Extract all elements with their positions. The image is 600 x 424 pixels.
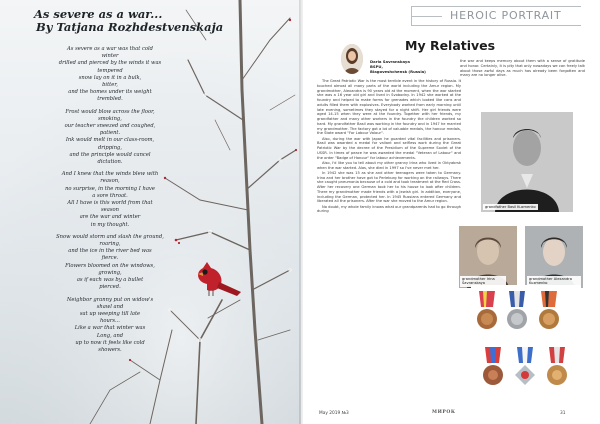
article-page: [303, 0, 600, 424]
article-paragraph: No doubt, my whole family knows what our grandparents had to go through during: [317, 204, 461, 214]
poem-line: shawl and: [96, 303, 124, 310]
footer-issue: May 2019 №3: [319, 411, 349, 416]
poem-line: showers.: [98, 346, 122, 353]
poem-line: reason,: [100, 178, 120, 185]
poem-line: in my thought.: [90, 221, 130, 228]
poem-line: tempered: [97, 67, 123, 74]
article-paragraph: The Great Patriotic War is the most terrible event in the history of Russia. It touched almost all many parts of the world including the Amur region. My grandmother, Alexandra is 90 years old at the moment, when the war started she was a 16 year old girl and lived in Svobodny. In 1942 she worked at the foundry and helped to make forms for grenades which looked like cans and adults filled them with explosives. Everybody worked from early morning until late evening, sometimes they stayed for a night shift. Her girl friends were aged 14-15 when they were at the foundry. Together with her friends, my grandfather and many other workers in the foundry the children worked so hard. My grandfather Basil was working in the foundry and in 1947 he married my grandmother. The factory got a lot of valuable medals, the honour medals, the State award "For Labour Valour".: [317, 79, 461, 136]
article-title: My Relatives: [405, 38, 496, 53]
caption-grandmother-alexandra: grandmother Alexandra Kuzmenko: [527, 276, 581, 287]
medals-photo: [471, 285, 581, 403]
poem-line: winter: [101, 53, 119, 60]
poem-author: By Tatjana Rozhdestvenskaja: [36, 20, 224, 34]
poem-line: and the principle would cancel: [69, 151, 151, 158]
author-name: Daria Savranskaya: [370, 59, 410, 64]
poem-line: and the ice in the river bed was: [68, 248, 152, 255]
poem-line: snow lay on it in a bulk,: [78, 74, 142, 81]
poem-line: hours...: [100, 318, 120, 325]
poem-title-block: [34, 8, 274, 34]
poem-line: season: [101, 207, 119, 214]
article-paragraph: In 1942 she was 15 as she and other teenagers were taken to Germany. Irina and her brother have got to Perleburg for working on the railways. There she caught pneumonia because of a cold and took treatment at the Red Cross. After her recovery one German took her to his house to look after children. There my grandmother made friends with a Jewish girl. In addition, everyone, including the German, protected her. In 1945 Russians entered Germany and liberated all the prisoners. After the war she moved to the Amur region.: [317, 170, 461, 204]
author-avatar: [341, 44, 363, 74]
article-column-right: the war and keeps memory about them with a sense of gratitude and honor. Certainly, it is pity that only nowadays we can freely talk about those awful days as much has already been forgotten and many are no longer alive.: [460, 59, 585, 78]
poem-stanza: [40, 297, 180, 355]
poem-line: smoking,: [98, 115, 122, 122]
poem-line: Neighbor granny put on widow's: [66, 296, 154, 303]
poem-line: trembled.: [97, 96, 123, 103]
author-city: Blagoveshchensk (Russia): [370, 69, 426, 74]
poem-stanza: [40, 234, 180, 292]
poem-line: patient.: [99, 130, 121, 137]
poem-line: Flowers bloomed on the windows,: [65, 262, 155, 269]
poem-line: our teacher sneezed and coughed,: [64, 123, 156, 130]
author-university: BSPU,: [370, 64, 383, 69]
poem-line: growing,: [98, 269, 122, 276]
poem-stanza: [40, 46, 180, 104]
article-paragraph: Also, I'd like you to tell about my other granny Irina who lived in Oktyabrsk when the war started. Alas, she died in 1997 so I've never met her.: [317, 160, 461, 170]
poem-line: As severe as a war was that cold: [67, 46, 153, 52]
poem-stanza: [40, 109, 180, 167]
section-header: [411, 6, 581, 26]
poem-line: Ink would melt in our class-room,: [65, 137, 155, 144]
photo-grandfather: [481, 112, 573, 212]
poem-line: pierced.: [99, 284, 121, 291]
poem-line: And I knew that the winds blew with: [61, 171, 159, 178]
poem-line: drilled and pierced by the winds it was: [58, 60, 162, 67]
caption-grandmother-irina: grandmother Irina Savranskaya: [460, 276, 506, 287]
poem-line: no surprise, in the morning I have: [65, 185, 155, 192]
poem-line: sat up weeping till late: [79, 310, 141, 317]
article-paragraph: Also, during the war with Japan he guarded vital facilities and prisoners. Basil was awarded a medal for valiant and selfless work during the Great Patriotic War by the decree of the Presidium of the Supreme Soviet of the USSR. In times of peace he was awarded the medal "Veteran of Labour" and the order "Badge of Honour" for labour achievements.: [317, 136, 461, 160]
poem-line: dripping,: [97, 144, 123, 151]
poem-title: As severe as a war...: [34, 7, 163, 21]
poem-stanza: [40, 171, 180, 229]
page-number: 31: [560, 411, 566, 416]
poem-line: Like a war that winter was: [74, 325, 146, 332]
poem-line: Long, and: [96, 332, 124, 339]
poem-line: fierce.: [101, 255, 119, 262]
footer-brand: МИРОК: [432, 410, 456, 415]
poem-line: roaring,: [99, 241, 121, 248]
poem-line: All I have is this world from that: [67, 200, 153, 207]
author-byline: [370, 59, 460, 74]
poem-line: are the war and winter: [79, 214, 141, 221]
caption-grandfather: grandfather Basil Kuzmenko: [485, 205, 536, 209]
poem-line: bitter,: [102, 82, 118, 89]
section-title: HEROIC PORTRAIT: [450, 9, 562, 22]
poem-line: a sore throat.: [92, 192, 128, 199]
poem-body: [40, 46, 180, 359]
poem-line: Snow would storm and slash the ground,: [56, 233, 164, 240]
article-column-left: [317, 79, 461, 215]
poem-line: dictation.: [97, 159, 123, 166]
poem-line: as if each was by a bullet: [76, 277, 144, 284]
poem-line: Frost would blow across the floor,: [65, 108, 155, 115]
header-rule: [412, 16, 442, 17]
poem-line: and the homes under its weight: [68, 89, 152, 96]
poem-line: up to now it feels like cold: [75, 339, 145, 346]
